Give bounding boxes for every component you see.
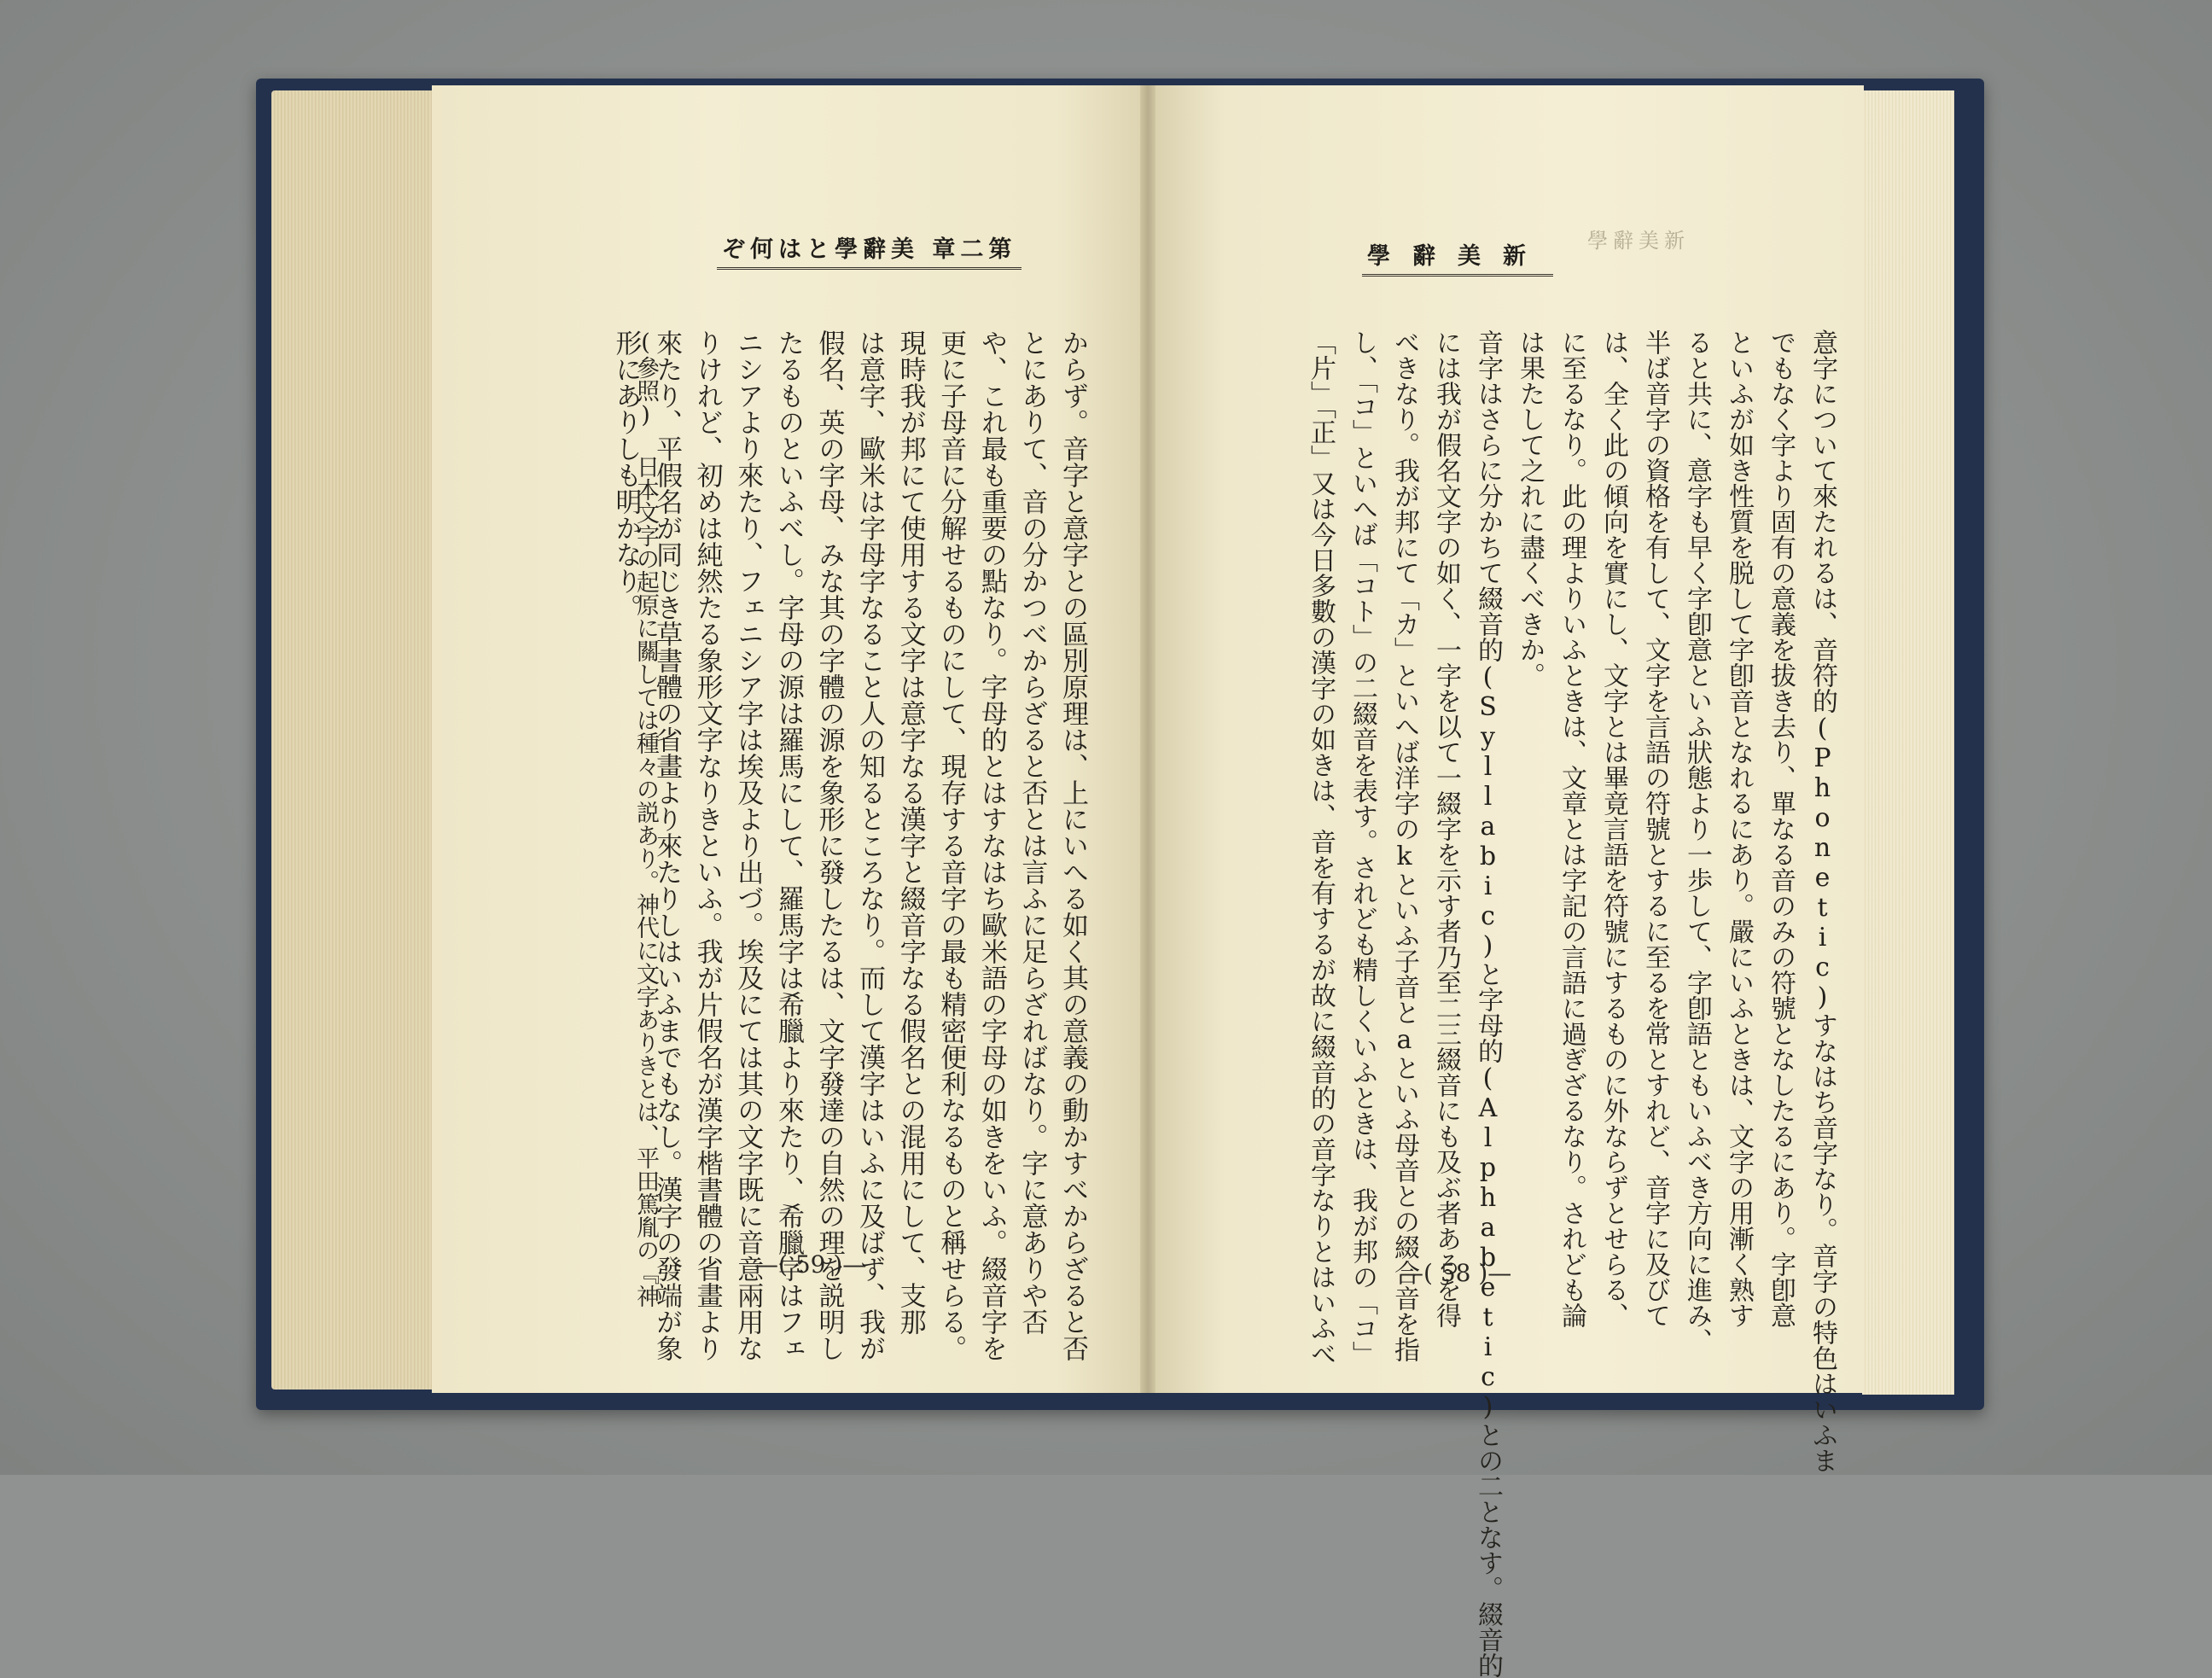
text-line: ニシアより來たり、フェニシア字は埃及より出づ。埃及にては其の文字既に音意兩用な — [732, 329, 764, 1361]
show-through-text: 學辭美新 — [1587, 229, 1690, 253]
text-line: 半ば音字の資格を有して、文字を言語の符號とするに至るを常とすれど、音字に及びて — [1640, 329, 1670, 1328]
text-line: に至るなり。此の理よりいふときは、文章とは字記の言語に過ぎざるなり。されども論 — [1557, 329, 1586, 1328]
left-reference-note — [495, 329, 666, 1308]
page-edges-right — [1862, 90, 1954, 1395]
text-line: りけれど、初めは純然たる象形文字なりきといふ。我が片假名が漢字楷書體の省畫より — [691, 329, 723, 1361]
text-line: し、「コ」といへば「コト」の二綴音を表す。されども精しくいふときは、我が邦の「コ」 — [1348, 329, 1377, 1366]
text-line: 意字について來たれるは、音符的(Phonetic)すなはち音字なり。音字の特色はいふま — [1807, 329, 1837, 1473]
text-line: は、全く此の傾向を實にし、文字とは畢竟言語を符號にするものに外ならずとせらる、 — [1598, 329, 1628, 1328]
text-line: 音字はさらに分かちて綴音的(Syllabic)と字母的(Alphabetic)との二となす。綴音的 — [1473, 329, 1503, 1678]
right-running-header: 學辭美新 — [1362, 237, 1553, 277]
right-page-number: —( 58 )— — [1400, 1259, 1512, 1287]
text-line: べきなり。我が邦にて「カ」といへば洋字のkといふ子音とaといふ母音との綴合音を指 — [1389, 329, 1419, 1362]
text-line: には我が假名文字の如く、一字を以て一綴字を示す者乃至二三綴音にも及ぶ者あるを得 — [1431, 329, 1461, 1328]
text-line: とにありて、音の分かつべからざると否とは言ふに足らざればなり。字に意ありや否 — [1016, 329, 1048, 1335]
reference-line: (參照) 日本文字の起原に關しては種々の説あり。神代に文字ありきとは、平田篤胤の『神 — [632, 329, 659, 1308]
text-line: でもなく字より固有の意義を拔き去り、單なる音のみの符號となしたるにあり。字卽意 — [1766, 329, 1796, 1328]
text-line: 更に子母音に分解せるものにして、現存する音字の最も精密便利なるものと稱せらる。 — [935, 329, 967, 1361]
text-line: 假名、英の字母、みな其の字體の源を象形に發したるは、文字發達の自然の理を説明し — [813, 329, 845, 1361]
text-line: や、これ最も重要の點なり。字母的とはすなはち歐米語の字母の如きをいふ。綴音字を — [975, 329, 1007, 1361]
text-line: は果たして之れに盡くべきか。 — [1515, 329, 1545, 688]
text-line: は意字、歐米は字母字なること人の知るところなり。而して漢字はいふに及ばず、我が — [854, 329, 886, 1361]
text-line: 形にありしも明かなり。 — [610, 329, 642, 621]
text-line: 現時我が邦にて使用する文字は意字なる漢字と綴音字なる假名との混用にして、支那 — [894, 329, 926, 1335]
text-line: からず。音字と意字との區別原理は、上にいへる如く其の意義の動かすべからざると否 — [1057, 329, 1088, 1361]
text-line: たるものといふべし。字母の源は羅馬にして、羅馬字は希臘より來たり、希臘字はフェ — [772, 329, 804, 1361]
text-line: 「片」「正」又は今日多數の漢字の如きは、音を有するが故に綴音的の音字なりとはいふべ — [1306, 329, 1336, 1366]
text-line: 來たり、平假名が同じき草書體の省畫より來たりしはいふまでもなし。漢字の發端が象 — [651, 329, 683, 1361]
text-line: といふが如き性質を脱して字卽音となれるにあり。嚴にいふときは、文字の用漸く熟す — [1724, 329, 1754, 1328]
left-running-header: ぞ何はと學辭美 章二第 — [717, 230, 1022, 270]
page-edges-left — [271, 90, 434, 1390]
text-line: ると共に、意字も早く字卽意といふ狀態より一歩して、字卽語ともいふべき方向に進み、 — [1682, 329, 1712, 1354]
left-page-number: —( 59 )— — [754, 1250, 867, 1279]
book-gutter — [1140, 85, 1155, 1393]
